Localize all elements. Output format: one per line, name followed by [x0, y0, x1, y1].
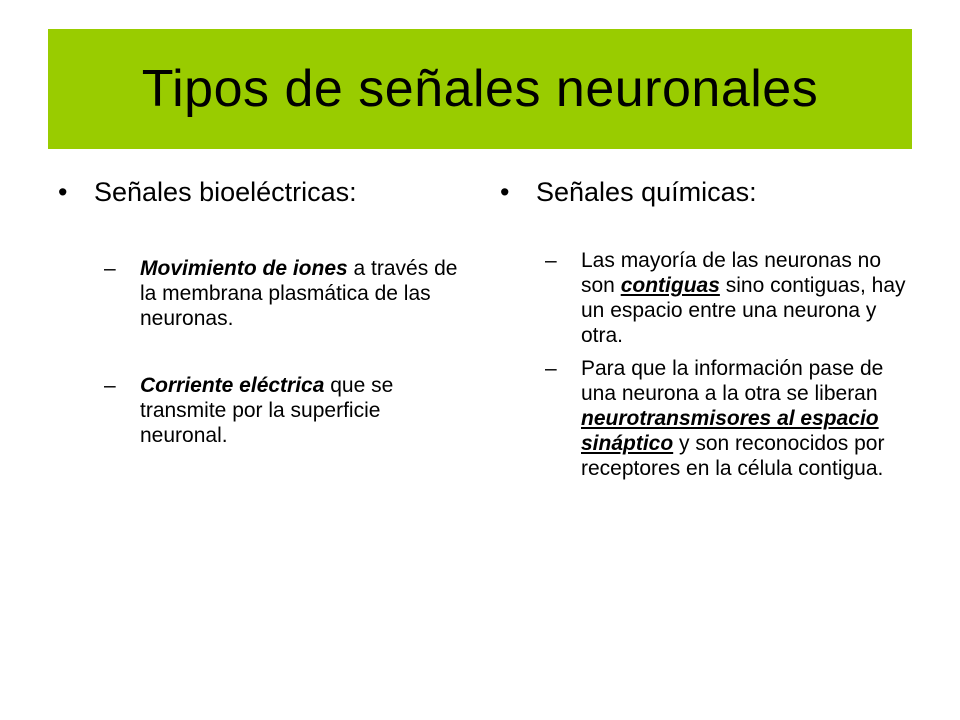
dash-icon: –	[104, 257, 116, 280]
right-heading	[500, 172, 920, 212]
right-item-1-text	[581, 248, 920, 348]
right-column	[500, 172, 920, 481]
dash-icon: –	[545, 357, 557, 380]
left-item-1-rest: a través de la membrana plasmática de las neuronas.	[140, 257, 458, 330]
left-item-2-text	[140, 373, 468, 448]
left-item-2	[58, 373, 468, 448]
left-item-2-emphasis: Corriente eléctrica	[140, 374, 325, 397]
right-item-1-before: Las mayoría de las neuronas no son	[581, 249, 882, 297]
bullet-icon: •	[58, 177, 68, 207]
dash-icon: –	[545, 249, 557, 272]
left-heading-text: Señales bioeléctricas:	[94, 177, 357, 207]
right-heading-text: Señales químicas:	[536, 177, 757, 207]
left-item-2-rest: que se transmite por la superficie neuronal.	[140, 374, 394, 447]
right-item-1-emphasis: contiguas	[620, 274, 720, 297]
left-item-1-emphasis: Movimiento de iones	[140, 257, 348, 280]
right-item-1-after: sino contiguas, hay un espacio entre una neurona y otra.	[581, 274, 906, 347]
title-bar	[48, 29, 912, 149]
right-item-2-text	[581, 356, 920, 481]
slide-title: Tipos de señales neuronales	[141, 60, 819, 118]
left-heading	[58, 172, 468, 212]
right-item-2-after: y son reconocidos por receptores en la célula contigua.	[581, 432, 885, 480]
right-item-1	[500, 248, 920, 348]
left-item-1	[58, 256, 468, 331]
left-column	[58, 172, 468, 448]
right-item-2-emphasis: neurotransmisores al espacio sináptico	[581, 407, 879, 455]
left-item-1-text	[140, 256, 468, 331]
right-item-2-before: Para que la información pase de una neurona a la otra se liberan	[581, 357, 884, 405]
dash-icon: –	[104, 374, 116, 397]
bullet-icon: •	[500, 177, 510, 207]
right-item-2	[500, 356, 920, 481]
